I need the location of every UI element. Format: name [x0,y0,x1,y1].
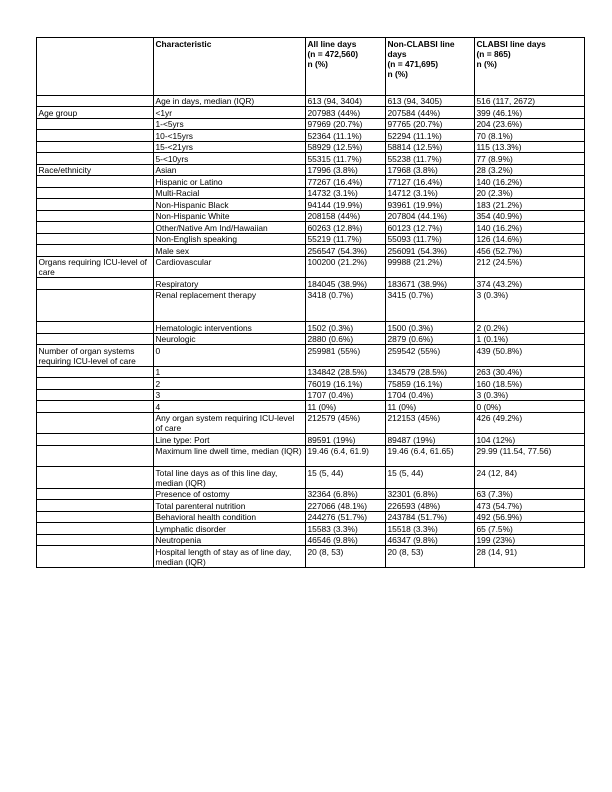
clabsi-cell: 29.99 (11.54, 77.56) [475,445,585,467]
clabsi-cell: 77 (8.9%) [475,153,585,165]
table-row [37,401,585,413]
clabsi-cell: 2 (0.2%) [475,322,585,334]
non-clabsi-cell: 256091 (54.3%) [386,245,475,257]
non-clabsi-cell: 3415 (0.7%) [386,289,475,322]
clabsi-cell: 126 (14.6%) [475,233,585,245]
table-row [37,345,585,367]
header-group-cell [37,38,154,96]
clabsi-cell: 140 (16.2%) [475,222,585,234]
clabsi-cell: 263 (30.4%) [475,366,585,378]
all-line-days-cell: 55315 (11.7%) [306,153,386,165]
all-line-days-cell: 100200 (21.2%) [306,256,386,278]
non-clabsi-cell: 2879 (0.6%) [386,333,475,345]
clabsi-cell: 354 (40.9%) [475,210,585,222]
non-clabsi-cell: 46347 (9.8%) [386,534,475,546]
clabsi-cell: 183 (21.2%) [475,199,585,211]
characteristic-cell: Cardiovascular [154,256,306,278]
table-row [37,546,585,568]
non-clabsi-cell: 226593 (48%) [386,500,475,512]
clabsi-cell: 204 (23.6%) [475,118,585,130]
group-cell [37,401,154,413]
clabsi-cell: 63 (7.3%) [475,488,585,500]
clabsi-cell: 399 (46.1%) [475,107,585,119]
clabsi-cell: 439 (50.8%) [475,345,585,367]
clabsi-cell: 426 (49.2%) [475,412,585,434]
characteristic-cell: Maximum line dwell time, median (IQR) [154,445,306,467]
group-cell [37,333,154,345]
characteristic-cell: Lymphatic disorder [154,523,306,535]
clabsi-cell: 3 (0.3%) [475,389,585,401]
table-row [37,366,585,378]
table-row [37,233,585,245]
all-line-days-cell: 52364 (11.1%) [306,130,386,142]
non-clabsi-cell: 212153 (45%) [386,412,475,434]
characteristic-cell: <1yr [154,107,306,119]
group-cell [37,523,154,535]
characteristic-cell: Non-Hispanic White [154,210,306,222]
table-row [37,511,585,523]
characteristic-cell: Line type: Port [154,434,306,446]
table-row [37,289,585,322]
non-clabsi-cell: 97765 (20.7%) [386,118,475,130]
characteristic-cell: Any organ system requiring ICU-level of care [154,412,306,434]
characteristic-cell: 10-<15yrs [154,130,306,142]
table-row [37,153,585,165]
clabsi-cell: 374 (43.2%) [475,278,585,290]
characteristic-cell: Multi-Racial [154,187,306,199]
all-line-days-cell: 58929 (12.5%) [306,141,386,153]
non-clabsi-cell: 183671 (38.9%) [386,278,475,290]
non-clabsi-cell: 55238 (11.7%) [386,153,475,165]
table-row [37,107,585,119]
all-line-days-cell: 77267 (16.4%) [306,176,386,188]
non-clabsi-cell: 613 (94, 3405) [386,95,475,107]
clabsi-cell: 28 (3.2%) [475,164,585,176]
all-line-days-cell: 11 (0%) [306,401,386,413]
group-cell [37,245,154,257]
non-clabsi-cell: 89487 (19%) [386,434,475,446]
clabsi-cell: 3 (0.3%) [475,289,585,322]
characteristic-cell: 4 [154,401,306,413]
table-row [37,434,585,446]
clabsi-cell: 199 (23%) [475,534,585,546]
characteristic-cell: Non-Hispanic Black [154,199,306,211]
non-clabsi-cell: 19.46 (6.4, 61.65) [386,445,475,467]
clabsi-cell: 473 (54.7%) [475,500,585,512]
group-cell [37,176,154,188]
header-all-line-days: All line days (n = 472,560) n (%) [306,38,386,96]
table-row [37,278,585,290]
group-cell: Number of organ systems requiring ICU-level of care [37,345,154,367]
clabsi-cell: 1 (0.1%) [475,333,585,345]
characteristic-cell: 1-<5yrs [154,118,306,130]
characteristic-cell: Hematologic interventions [154,322,306,334]
table-body [37,95,585,567]
table-row [37,176,585,188]
all-line-days-cell: 94144 (19.9%) [306,199,386,211]
non-clabsi-cell: 15 (5, 44) [386,467,475,489]
characteristic-cell: 5-<10yrs [154,153,306,165]
table-row [37,523,585,535]
table-row [37,95,585,107]
group-cell [37,467,154,489]
table-row [37,500,585,512]
all-line-days-cell: 212579 (45%) [306,412,386,434]
clabsi-cell: 115 (13.3%) [475,141,585,153]
all-line-days-cell: 46546 (9.8%) [306,534,386,546]
group-cell [37,488,154,500]
group-cell [37,118,154,130]
characteristic-cell: Asian [154,164,306,176]
non-clabsi-cell: 11 (0%) [386,401,475,413]
group-cell [37,199,154,211]
group-cell: Age group [37,107,154,119]
clabsi-cell: 28 (14, 91) [475,546,585,568]
characteristic-cell: Presence of ostomy [154,488,306,500]
table-row [37,130,585,142]
characteristic-cell: 15-<21yrs [154,141,306,153]
table-row [37,333,585,345]
group-cell [37,233,154,245]
group-cell [37,366,154,378]
all-line-days-cell: 613 (94, 3404) [306,95,386,107]
group-cell: Race/ethnicity [37,164,154,176]
all-line-days-cell: 184045 (38.9%) [306,278,386,290]
characteristic-cell: Respiratory [154,278,306,290]
clabsi-cell: 516 (117, 2672) [475,95,585,107]
group-cell [37,534,154,546]
table-row [37,412,585,434]
group-cell [37,322,154,334]
characteristic-cell: Hospital length of stay as of line day, median (IQR) [154,546,306,568]
non-clabsi-cell: 207584 (44%) [386,107,475,119]
group-cell [37,153,154,165]
characteristic-cell: Total parenteral nutrition [154,500,306,512]
clabsi-cell: 492 (56.9%) [475,511,585,523]
table-row [37,378,585,390]
non-clabsi-cell: 77127 (16.4%) [386,176,475,188]
clabsi-cell: 65 (7.5%) [475,523,585,535]
characteristic-cell: Behavioral health condition [154,511,306,523]
non-clabsi-cell: 1500 (0.3%) [386,322,475,334]
all-line-days-cell: 32364 (6.8%) [306,488,386,500]
non-clabsi-cell: 55093 (11.7%) [386,233,475,245]
non-clabsi-cell: 75859 (16.1%) [386,378,475,390]
characteristic-cell: 1 [154,366,306,378]
table-row [37,187,585,199]
characteristic-cell: 2 [154,378,306,390]
all-line-days-cell: 14732 (3.1%) [306,187,386,199]
characteristic-cell: Total line days as of this line day, median (IQR) [154,467,306,489]
all-line-days-cell: 97969 (20.7%) [306,118,386,130]
non-clabsi-cell: 15518 (3.3%) [386,523,475,535]
table-row [37,164,585,176]
characteristic-cell: 0 [154,345,306,367]
characteristic-cell: Neutropenia [154,534,306,546]
group-cell [37,95,154,107]
table-row [37,245,585,257]
clabsi-cell: 140 (16.2%) [475,176,585,188]
header-non-clabsi-line-days: Non-CLABSI line days (n = 471,695) n (%) [386,38,475,96]
non-clabsi-cell: 243784 (51.7%) [386,511,475,523]
table-row [37,256,585,278]
table-row [37,322,585,334]
non-clabsi-cell: 60123 (12.7%) [386,222,475,234]
clabsi-cell: 104 (12%) [475,434,585,446]
characteristic-cell: 3 [154,389,306,401]
clabsi-cell: 20 (2.3%) [475,187,585,199]
non-clabsi-cell: 17968 (3.8%) [386,164,475,176]
characteristic-cell: Age in days, median (IQR) [154,95,306,107]
all-line-days-cell: 227066 (48.1%) [306,500,386,512]
group-cell [37,187,154,199]
all-line-days-cell: 244276 (51.7%) [306,511,386,523]
characteristic-cell: Other/Native Am Ind/Hawaiian [154,222,306,234]
non-clabsi-cell: 58814 (12.5%) [386,141,475,153]
non-clabsi-cell: 32301 (6.8%) [386,488,475,500]
table-row [37,118,585,130]
all-line-days-cell: 208158 (44%) [306,210,386,222]
clabsi-cell: 160 (18.5%) [475,378,585,390]
characteristic-cell: Non-English speaking [154,233,306,245]
group-cell [37,445,154,467]
header-clabsi-line-days: CLABSI line days (n = 865) n (%) [475,38,585,96]
group-cell [37,378,154,390]
group-cell [37,222,154,234]
table-row [37,141,585,153]
non-clabsi-cell: 93961 (19.9%) [386,199,475,211]
group-cell [37,130,154,142]
all-line-days-cell: 20 (8, 53) [306,546,386,568]
all-line-days-cell: 19.46 (6.4, 61.9) [306,445,386,467]
group-cell [37,289,154,322]
characteristic-cell: Renal replacement therapy [154,289,306,322]
table-row [37,222,585,234]
table-row [37,467,585,489]
all-line-days-cell: 134842 (28.5%) [306,366,386,378]
clabsi-cell: 0 (0%) [475,401,585,413]
group-cell [37,141,154,153]
non-clabsi-cell: 52294 (11.1%) [386,130,475,142]
clabsi-cell: 70 (8.1%) [475,130,585,142]
all-line-days-cell: 259981 (55%) [306,345,386,367]
all-line-days-cell: 15 (5, 44) [306,467,386,489]
characteristic-cell: Neurologic [154,333,306,345]
non-clabsi-cell: 259542 (55%) [386,345,475,367]
header-characteristic: Characteristic [154,38,306,96]
table-header-row [37,38,585,96]
all-line-days-cell: 15583 (3.3%) [306,523,386,535]
clabsi-cell: 212 (24.5%) [475,256,585,278]
all-line-days-cell: 17996 (3.8%) [306,164,386,176]
all-line-days-cell: 76019 (16.1%) [306,378,386,390]
non-clabsi-cell: 1704 (0.4%) [386,389,475,401]
all-line-days-cell: 207983 (44%) [306,107,386,119]
clabsi-cell: 456 (52.7%) [475,245,585,257]
table-row [37,445,585,467]
group-cell [37,389,154,401]
characteristics-table [36,37,585,568]
all-line-days-cell: 60263 (12.8%) [306,222,386,234]
group-cell: Organs requiring ICU-level of care [37,256,154,278]
group-cell [37,511,154,523]
all-line-days-cell: 1707 (0.4%) [306,389,386,401]
non-clabsi-cell: 207804 (44.1%) [386,210,475,222]
group-cell [37,434,154,446]
table-row [37,199,585,211]
table-row [37,389,585,401]
clabsi-cell: 24 (12, 84) [475,467,585,489]
all-line-days-cell: 89591 (19%) [306,434,386,446]
non-clabsi-cell: 99988 (21.2%) [386,256,475,278]
all-line-days-cell: 2880 (0.6%) [306,333,386,345]
table-row [37,488,585,500]
characteristic-cell: Male sex [154,245,306,257]
group-cell [37,412,154,434]
group-cell [37,500,154,512]
table-row [37,210,585,222]
table-row [37,534,585,546]
all-line-days-cell: 256547 (54.3%) [306,245,386,257]
group-cell [37,278,154,290]
group-cell [37,210,154,222]
characteristic-cell: Hispanic or Latino [154,176,306,188]
non-clabsi-cell: 134579 (28.5%) [386,366,475,378]
all-line-days-cell: 1502 (0.3%) [306,322,386,334]
all-line-days-cell: 3418 (0.7%) [306,289,386,322]
non-clabsi-cell: 20 (8, 53) [386,546,475,568]
group-cell [37,546,154,568]
non-clabsi-cell: 14712 (3.1%) [386,187,475,199]
all-line-days-cell: 55219 (11.7%) [306,233,386,245]
